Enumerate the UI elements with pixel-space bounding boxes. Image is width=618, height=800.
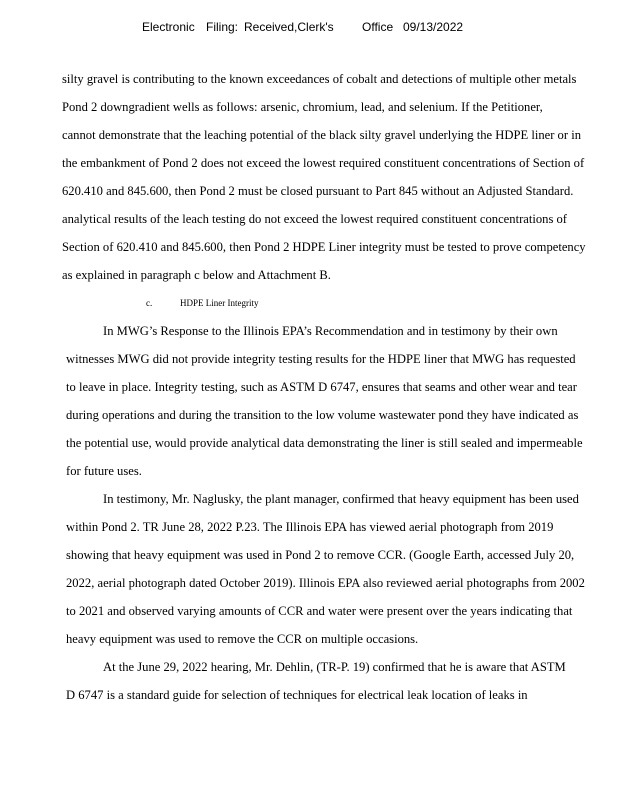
body-line: In testimony, Mr. Naglusky, the plant manager, confirmed that heavy equipment has been used: [103, 492, 579, 506]
body-line: analytical results of the leach testing do not exceed the lowest required constituent concentrations of: [62, 212, 567, 226]
header-electronic: Electronic: [142, 20, 195, 34]
body-line: during operations and during the transition to the low volume wastewater pond they have indicated as: [66, 408, 579, 422]
body-line: 2022, aerial photograph dated October 2019). Illinois EPA also reviewed aerial photographs from 2002: [66, 576, 585, 590]
section-heading-title: HDPE Liner Integrity: [180, 298, 259, 308]
body-line: At the June 29, 2022 hearing, Mr. Dehlin, (TR-P. 19) confirmed that he is aware that ASTM: [103, 660, 566, 674]
body-line: to 2021 and observed varying amounts of CCR and water were present over the years indicating that: [66, 604, 573, 618]
body-line: silty gravel is contributing to the known exceedances of cobalt and detections of multiple other metals: [62, 72, 577, 86]
body-line: In MWG’s Response to the Illinois EPA’s Recommendation and in testimony by their own: [103, 324, 558, 338]
body-line: to leave in place. Integrity testing, such as ASTM D 6747, ensures that seams and other wear and tear: [66, 380, 577, 394]
body-line: the potential use, would provide analytical data demonstrating the liner is still sealed and impermeable: [66, 436, 583, 450]
filing-header: [142, 20, 463, 34]
body-line: within Pond 2. TR June 28, 2022 P.23. The Illinois EPA has viewed aerial photograph from 2019: [66, 520, 554, 534]
body-line: the embankment of Pond 2 does not exceed the lowest required constituent concentrations of Section of: [62, 156, 585, 170]
body-line: as explained in paragraph c below and Attachment B.: [62, 268, 331, 282]
body-line: cannot demonstrate that the leaching potential of the black silty gravel underlying the HDPE liner or in: [62, 128, 581, 142]
body-line: Pond 2 downgradient wells as follows: arsenic, chromium, lead, and selenium. If the Petitioner,: [62, 100, 543, 114]
body-line: for future uses.: [66, 464, 142, 478]
body-line: heavy equipment was used to remove the CCR on multiple occasions.: [66, 632, 419, 646]
header-received: Received,Clerk's: [244, 20, 334, 34]
body-line: showing that heavy equipment was used in Pond 2 to remove CCR. (Google Earth, accessed July 20,: [66, 548, 575, 562]
header-date: 09/13/2022: [403, 20, 464, 34]
section-heading: [146, 297, 258, 309]
header-office: Office: [362, 20, 394, 34]
body-line: witnesses MWG did not provide integrity testing results for the HDPE liner that MWG has requested: [66, 352, 576, 366]
body-line: D 6747 is a standard guide for selection of techniques for electrical leak location of leaks in: [66, 688, 528, 702]
body-line: Section of 620.410 and 845.600, then Pond 2 HDPE Liner integrity must be tested to prove competency: [62, 240, 586, 254]
header-filing: Filing:: [206, 20, 239, 34]
body-line: 620.410 and 845.600, then Pond 2 must be closed pursuant to Part 845 without an Adjusted Standard.: [62, 184, 574, 198]
section-heading-letter: c.: [146, 298, 153, 308]
